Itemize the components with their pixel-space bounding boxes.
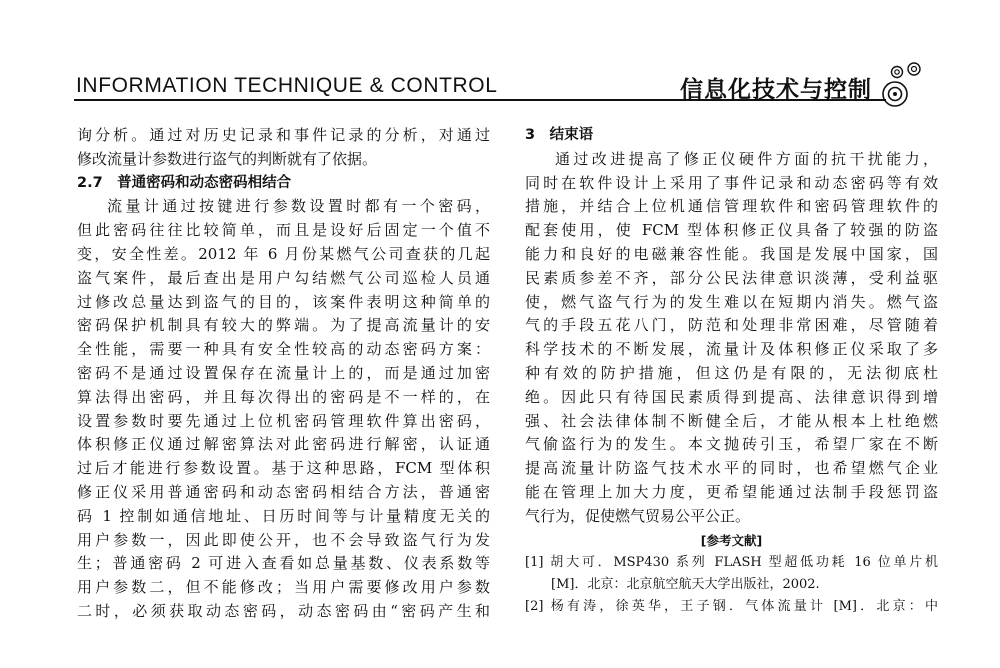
paragraph-line: 气偷盗行为的发生。本文抛砖引玉，希望厂家在不断	[525, 435, 938, 454]
paragraph-line: 措施，并结合上位机通信管理软件和密码管理软件的	[525, 197, 938, 216]
paragraph-line: 过后才能进行参数设置。基于这种思路，FCM 型体积	[77, 459, 490, 478]
reference-entry: [2] 杨有涛，徐英华，王子钢．气体流量计 [M]．北京：中	[525, 598, 938, 614]
paragraph-line: 种有效的防护措施，但这仍是有限的，无法彻底杜	[525, 363, 938, 382]
reference-entry: [1] 胡大可．MSP430 系列 FLASH 型超低功耗 16 位单片机	[525, 554, 938, 570]
paragraph-line: 修正仪采用普通密码和动态密码相结合方法，普通密	[77, 482, 490, 501]
paragraph-line: 气的手段五花八门，防范和处理非常困难，尽管随着	[525, 316, 938, 335]
paragraph-line: 民素质参差不齐，部分公民法律意识淡薄，受利益驱	[525, 268, 938, 287]
section-heading-3: 3 结束语	[525, 127, 594, 143]
paragraph-line: 码 1 控制如通信地址、日历时间等与计量精度无关的	[77, 506, 490, 525]
paragraph-line: 算法得出密码，并且每次得出的密码是不一样的，在	[77, 387, 490, 406]
paragraph-line: 但此密码往往比较简单，而且是设好后固定一个值不	[77, 221, 490, 240]
paragraph-line: 能力和良好的电磁兼容性能。我国是发展中国家，国	[525, 244, 938, 263]
paragraph-line: 气行为，促使燃气贸易公平公正。	[525, 506, 751, 525]
right-column	[525, 124, 938, 618]
paragraph-line: 询分析。通过对历史记录和事件记录的分析，对通过	[77, 126, 490, 144]
paragraph-line: 过修改总量达到盗气的目的，该案件表明这种简单的	[77, 292, 490, 311]
paragraph-line: 科学技术的不断发展，流量计及体积修正仪采取了多	[525, 340, 938, 359]
paragraph-line: 流量计通过按键进行参数设置时都有一个密码，	[107, 197, 490, 216]
paragraph-line: 提高流量计防盗气技术水平的同时，也希望燃气企业	[525, 459, 938, 478]
paragraph-line: 用户参数二，但不能修改；当用户需要修改用户参数	[77, 578, 490, 597]
paragraph-line: 修改流量计参数进行盗气的判断就有了依据。	[77, 149, 378, 168]
references-title: [参考文献]	[700, 532, 763, 548]
paragraph-line: 用户参数一，因此即使公开，也不会导致盗气行为发	[77, 530, 490, 549]
paragraph-line: 二时，必须获取动态密码，动态密码由“密码产生和	[77, 601, 490, 620]
paragraph-line: 全性能，需要一种具有安全性较高的动态密码方案：	[77, 340, 490, 359]
paragraph-line: 体积修正仪通过解密算法对此密码进行解密，认证通	[77, 435, 490, 454]
paragraph-line: 能在管理上加大力度，更希望能通过法制手段惩罚盗	[525, 482, 938, 501]
paragraph-line: 配套使用，使 FCM 型体积修正仪具备了较强的防盗	[525, 221, 938, 240]
paragraph-line: 密码不是通过设置保存在流量计上的，而是通过加密	[77, 363, 490, 382]
paragraph-line: 绝。因此只有待国民素质得到提高、法律意识得到增	[525, 387, 938, 406]
paragraph-line: 变，安全性差。2012 年 6 月份某燃气公司查获的几起	[77, 244, 490, 263]
paragraph-line: 盗气案件，最后查出是用户勾结燃气公司巡检人员通	[77, 268, 490, 287]
paragraph-line: 强、社会法律体制不断健全后，才能从根本上杜绝燃	[525, 411, 938, 430]
paragraph-line: 同时在软件设计上采用了事件记录和动态密码等有效	[525, 173, 938, 192]
journal-title-english: INFORMATION TECHNIQUE & CONTROL	[76, 74, 498, 97]
paragraph-line: 密码保护机制具有较大的弊端。为了提高流量计的安	[77, 316, 490, 335]
paragraph-line: 通过改进提高了修正仪硬件方面的抗干扰能力，	[555, 149, 938, 168]
paragraph-line: 生；普通密码 2 可进入查看如总量基数、仪表系数等	[77, 554, 490, 573]
journal-title-chinese: 信息化技术与控制	[680, 77, 872, 103]
concentric-circles-logo-icon	[880, 60, 940, 110]
journal-header	[74, 60, 942, 110]
paragraph-line: 使，燃气盗气行为的发生难以在短期内消失。燃气盗	[525, 292, 938, 311]
left-column	[77, 124, 490, 624]
paragraph-line: 设置参数时要先通过上位机密码管理软件算出密码，	[77, 411, 490, 430]
reference-entry-continuation: [M]．北京：北京航空航天大学出版社，2002.	[551, 576, 820, 592]
section-heading-2-7: 2.7 普通密码和动态密码相结合	[77, 174, 292, 191]
